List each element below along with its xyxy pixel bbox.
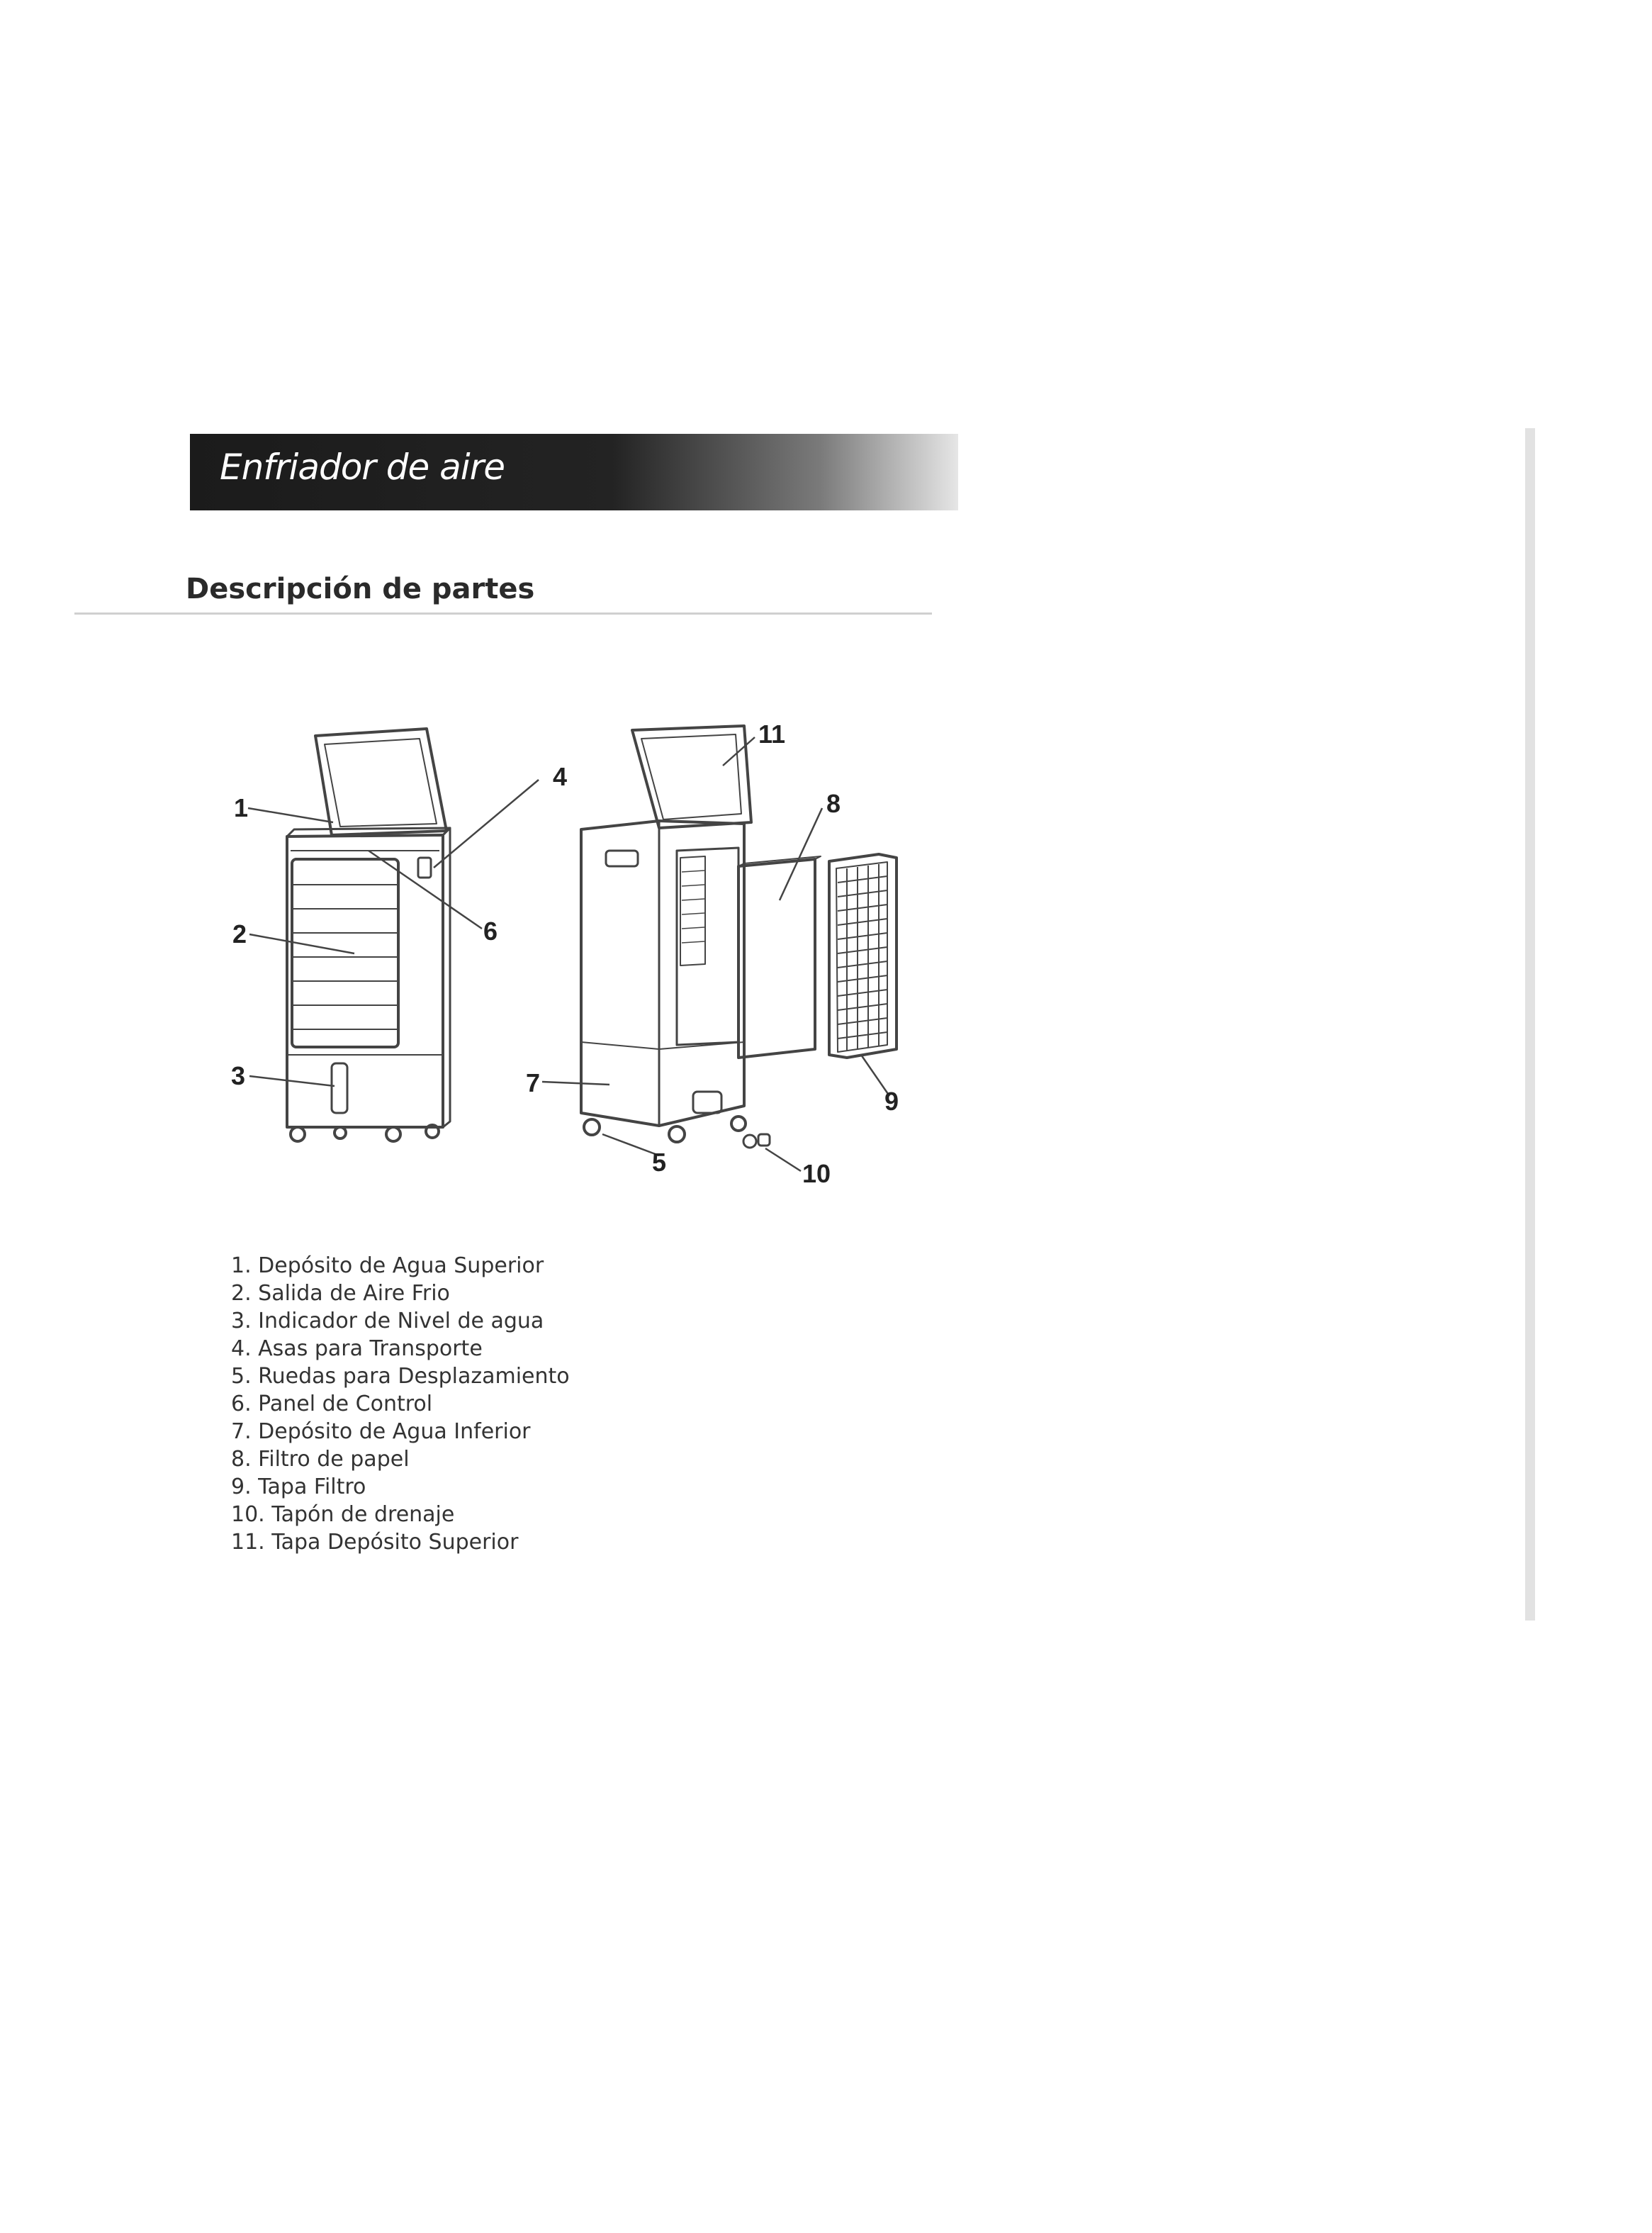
paper-filter-panel xyxy=(738,856,821,1058)
section-heading: Descripción de partes xyxy=(186,573,535,605)
callout-10: 10 xyxy=(802,1159,831,1188)
air-cooler-illustration xyxy=(206,709,935,1205)
callout-3: 3 xyxy=(231,1061,246,1090)
filter-cover-grid xyxy=(829,854,897,1058)
list-item: 7. Depósito de Agua Inferior xyxy=(231,1419,531,1444)
drain-plug xyxy=(743,1134,770,1148)
list-item: 2. Salida de Aire Frio xyxy=(231,1281,450,1306)
list-item: 5. Ruedas para Desplazamiento xyxy=(231,1364,570,1389)
list-item: 1. Depósito de Agua Superior xyxy=(231,1253,544,1278)
rear-view-unit xyxy=(581,726,751,1142)
callout-leaders xyxy=(248,737,889,1171)
callout-7: 7 xyxy=(526,1068,541,1097)
list-item: 4. Asas para Transporte xyxy=(231,1336,483,1361)
callout-4: 4 xyxy=(553,762,568,791)
list-item: 10. Tapón de drenaje xyxy=(231,1502,455,1527)
callout-6: 6 xyxy=(483,917,498,946)
list-item: 8. Filtro de papel xyxy=(231,1447,410,1472)
callout-1: 1 xyxy=(234,793,249,822)
list-item: 6. Panel de Control xyxy=(231,1392,433,1416)
list-item: 11. Tapa Depósito Superior xyxy=(231,1530,519,1555)
callout-5: 5 xyxy=(652,1148,667,1177)
section-divider xyxy=(74,612,932,615)
title-banner xyxy=(190,434,958,510)
parts-legend-list xyxy=(231,1252,570,1556)
callout-2: 2 xyxy=(232,919,247,948)
callout-9: 9 xyxy=(884,1087,899,1116)
page-title: Enfriador de aire xyxy=(220,447,505,488)
parts-diagram xyxy=(206,709,935,1205)
callout-8: 8 xyxy=(826,789,841,818)
list-item: 9. Tapa Filtro xyxy=(231,1474,366,1499)
front-view-unit xyxy=(287,729,450,1141)
callout-11: 11 xyxy=(758,720,786,749)
page-edge-divider xyxy=(1525,428,1535,1621)
list-item: 3. Indicador de Nivel de agua xyxy=(231,1309,544,1333)
